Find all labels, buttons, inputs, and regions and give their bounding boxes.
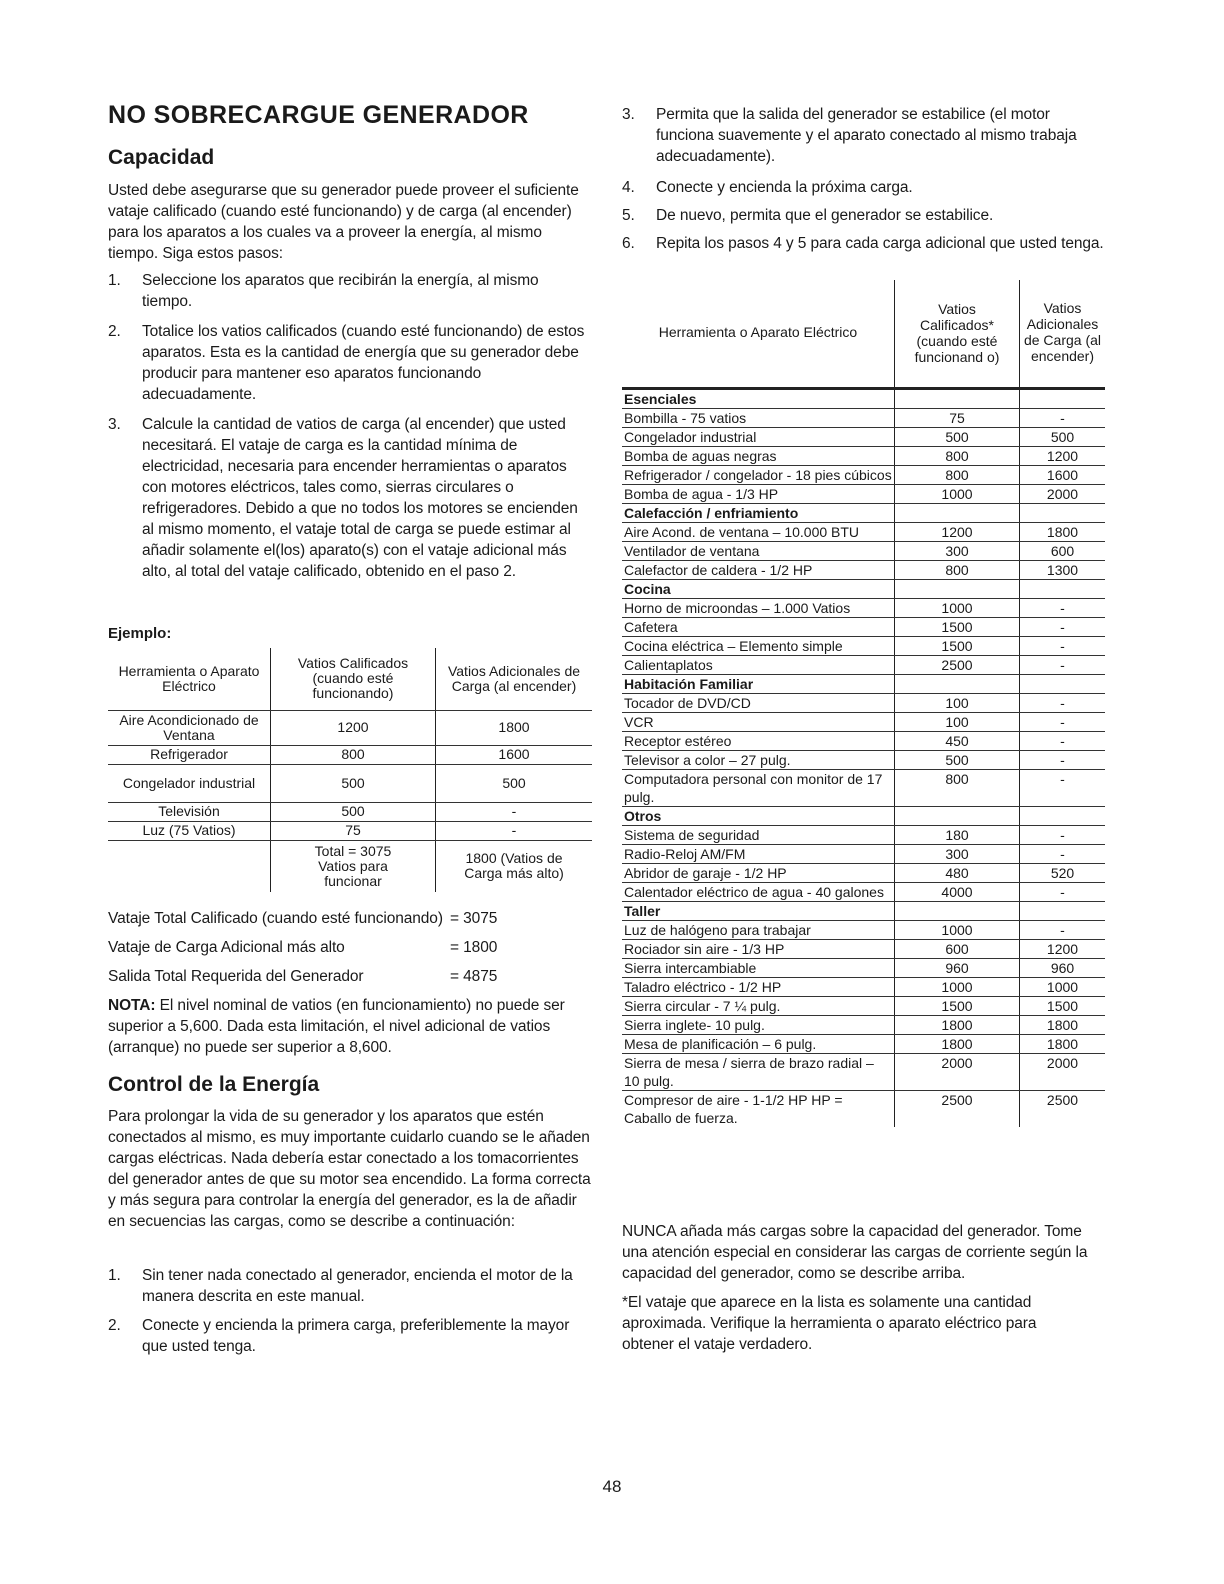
category-row <box>622 806 1105 825</box>
wattage-header-tool: Herramienta o Aparato Eléctrico <box>622 280 895 388</box>
running-watts: 180 <box>895 825 1020 844</box>
appliance-name: Calentador eléctrico de agua - 40 galones <box>622 882 895 901</box>
control-step-2 <box>108 1315 592 1357</box>
starting-watts <box>1020 806 1106 825</box>
example-cell: 1800 <box>436 710 593 745</box>
starting-watts: 1200 <box>1020 446 1106 465</box>
table-row <box>622 712 1105 731</box>
appliance-name: Cocina eléctrica – Elemento simple <box>622 636 895 655</box>
step-text: Calcule la cantidad de vatios de carga (al encender) que usted necesitará. El vataje de carga es la cantidad mínima de electricidad, necesaria para encender herramientas o aparatos con motores eléctricos, tales como, sierras circulares o refrigeradores. Debido a que no todos los motores se encienden al mismo momento, el vataje total de carga se puede estimar al añadir solamente el(los) aparato(s) con el vataje adicional más alto, al total del vataje calificado, obtenido en el paso 2. <box>142 416 578 580</box>
starting-watts: - <box>1020 920 1106 939</box>
running-watts: 1500 <box>895 636 1020 655</box>
example-header-tool: Herramienta o Aparato Eléctrico <box>108 648 271 710</box>
page-title: NO SOBRECARGUE GENERADOR <box>108 101 529 129</box>
starting-watts: - <box>1020 844 1106 863</box>
table-row <box>622 560 1105 579</box>
table-row <box>622 465 1105 484</box>
step-text: Repita los pasos 4 y 5 para cada carga adicional que usted tenga. <box>656 235 1104 252</box>
starting-watts: 600 <box>1020 541 1106 560</box>
table-row <box>622 882 1105 901</box>
control-step-5 <box>622 205 1104 226</box>
table-row <box>622 1053 1105 1090</box>
starting-watts: - <box>1020 712 1106 731</box>
example-cell: 800 <box>271 745 436 764</box>
running-watts: 500 <box>895 750 1020 769</box>
appliance-name: Sierra circular - 7 ¼ pulg. <box>622 996 895 1015</box>
appliance-name: Mesa de planificación – 6 pulg. <box>622 1034 895 1053</box>
table-row <box>622 693 1105 712</box>
running-watts: 1500 <box>895 617 1020 636</box>
table-row <box>622 731 1105 750</box>
appliance-name: Calefactor de caldera - 1/2 HP <box>622 560 895 579</box>
step-number: 4. <box>622 179 635 196</box>
example-cell: 75 <box>271 821 436 840</box>
step-text: Permita que la salida del generador se estabilice (el motor funciona suavemente y el aparato conectado al mismo trabaja adecuadamente). <box>656 106 1077 165</box>
table-row <box>622 617 1105 636</box>
category-label: Calefacción / enfriamiento <box>622 503 895 522</box>
wattage-header-starting: Vatios Adicionales de Carga (al encender) <box>1020 280 1106 388</box>
running-watts: 300 <box>895 541 1020 560</box>
starting-watts <box>1020 579 1106 598</box>
starting-watts: - <box>1020 750 1106 769</box>
running-watts: 300 <box>895 844 1020 863</box>
table-row <box>622 408 1105 427</box>
appliance-name: Computadora personal con monitor de 17 pulg. <box>622 769 895 806</box>
capacidad-step-3 <box>108 414 592 582</box>
step-number: 3. <box>108 416 121 433</box>
table-row <box>622 1034 1105 1053</box>
category-label: Esenciales <box>622 388 895 408</box>
total-row <box>108 908 518 937</box>
appliance-name: Rociador sin aire - 1/3 HP <box>622 939 895 958</box>
step-text: Seleccione los aparatos que recibirán la energía, al mismo tiempo. <box>142 272 539 310</box>
starting-watts: 520 <box>1020 863 1106 882</box>
capacidad-intro: Usted debe asegurarse que su generador puede proveer el suficiente vataje calificado (cuando esté funcionando) y de carga (al encender) para los aparatos a los cuales va a proveer la energía, al mismo tiempo. Siga estos pasos: <box>108 182 579 262</box>
example-cell: 1200 <box>271 710 436 745</box>
running-watts: 1000 <box>895 598 1020 617</box>
control-step-4 <box>622 177 1104 198</box>
starting-watts: 2500 <box>1046 1091 1079 1108</box>
control-heading: Control de la Energía <box>108 1073 320 1096</box>
total-value: = 4875 <box>450 968 498 985</box>
running-watts: 2500 <box>895 655 1020 674</box>
table-row <box>622 825 1105 844</box>
appliance-name: Sierra de mesa / sierra de brazo radial – 10 pulg. <box>622 1053 895 1090</box>
starting-watts: - <box>1020 636 1106 655</box>
running-watts <box>895 674 1020 693</box>
starting-watts <box>1020 901 1106 920</box>
running-watts: 800 <box>895 446 1020 465</box>
running-watts: 480 <box>895 863 1020 882</box>
step-number: 3. <box>622 106 635 123</box>
appliance-name: Abridor de garaje - 1/2 HP <box>622 863 895 882</box>
appliance-name: Ventilador de ventana <box>622 541 895 560</box>
table-row <box>622 655 1105 674</box>
control-intro: Para prolongar la vida de su generador y los aparatos que estén conectados al mismo, es muy importante cuidarlo cuando se le añaden cargas eléctricas. Nada debería estar conectado a los tomacorrientes del generador antes de que su motor sea encendido. La forma correcta y más segura para controlar la energía del generador, es la de añadir en secuencias las cargas, como se describe a continuación: <box>108 1108 591 1230</box>
step-number: 1. <box>108 272 121 289</box>
running-watts: 1000 <box>895 484 1020 503</box>
example-header-starting: Vatios Adicionales de Carga (al encender) <box>436 648 593 710</box>
appliance-name: Bomba de aguas negras <box>622 446 895 465</box>
running-watts: 1800 <box>895 1034 1020 1053</box>
starting-watts: 1300 <box>1020 560 1106 579</box>
total-label: Vataje de Carga Adicional más alto <box>108 939 345 956</box>
running-watts: 450 <box>895 731 1020 750</box>
wattage-header-running: Vatios Calificados* (cuando esté funcionand o) <box>895 280 1020 388</box>
example-cell: 500 <box>271 764 436 802</box>
starting-watts: 500 <box>1020 427 1106 446</box>
starting-watts: - <box>1020 769 1106 806</box>
category-row <box>622 503 1105 522</box>
appliance-name: Bomba de agua - 1/3 HP <box>622 484 895 503</box>
running-watts: 2000 <box>895 1053 1020 1090</box>
step-number: 6. <box>622 235 635 252</box>
step-number: 2. <box>108 323 121 340</box>
appliance-name: Horno de microondas – 1.000 Vatios <box>622 598 895 617</box>
running-watts: 2500 <box>895 1090 1020 1127</box>
category-label: Taller <box>622 901 895 920</box>
table-row <box>622 769 1105 806</box>
starting-watts: - <box>1020 882 1106 901</box>
running-watts <box>895 503 1020 522</box>
starting-watts: 960 <box>1020 958 1106 977</box>
appliance-name: Radio-Reloj AM/FM <box>622 844 895 863</box>
starting-watts: 1200 <box>1020 939 1106 958</box>
starting-watts: 1800 <box>1020 522 1106 541</box>
running-watts <box>895 388 1020 408</box>
appliance-name: Refrigerador / congelador - 18 pies cúbicos <box>622 465 895 484</box>
total-row <box>108 966 518 995</box>
running-watts: 1800 <box>895 1015 1020 1034</box>
appliance-name: Cafetera <box>622 617 895 636</box>
control-step-1 <box>108 1265 592 1307</box>
example-cell: - <box>436 802 593 821</box>
category-row <box>622 579 1105 598</box>
wattage-table-body <box>622 280 1105 1127</box>
starting-watts <box>1020 503 1106 522</box>
running-watts <box>895 806 1020 825</box>
capacidad-heading: Capacidad <box>108 146 215 169</box>
category-row <box>622 388 1105 408</box>
control-step-3 <box>622 104 1104 167</box>
total-label: Vataje Total Calificado (cuando esté funcionando) <box>108 910 443 927</box>
appliance-name: Sistema de seguridad <box>622 825 895 844</box>
wattage-table <box>622 280 1105 1127</box>
category-label: Otros <box>622 806 895 825</box>
capacidad-step-2 <box>108 321 592 405</box>
example-header-running: Vatios Calificados (cuando esté funcionando) <box>271 648 436 710</box>
starting-watts <box>1020 388 1106 408</box>
example-total-starting: 1800 (Vatios de Carga más alto) <box>464 850 564 882</box>
example-cell: - <box>436 821 593 840</box>
example-cell: 500 <box>271 802 436 821</box>
appliance-name: Taladro eléctrico - 1/2 HP <box>622 977 895 996</box>
total-value: = 1800 <box>450 939 498 956</box>
table-row <box>622 446 1105 465</box>
starting-watts: 1000 <box>1020 977 1106 996</box>
starting-watts: - <box>1020 408 1106 427</box>
example-cell: Congelador industrial <box>108 764 271 802</box>
running-watts: 1500 <box>895 996 1020 1015</box>
starting-watts: - <box>1020 598 1106 617</box>
step-text: Sin tener nada conectado al generador, encienda el motor de la manera descrita en este manual. <box>142 1267 573 1305</box>
table-row <box>622 844 1105 863</box>
example-table <box>108 648 592 892</box>
table-row <box>622 541 1105 560</box>
example-cell: 500 <box>436 764 593 802</box>
appliance-name: Calientaplatos <box>622 655 895 674</box>
nota-label: NOTA: <box>108 997 156 1014</box>
starting-watts: - <box>1020 655 1106 674</box>
example-cell: Aire Acondicionado de Ventana <box>108 710 271 745</box>
starting-watts: 1500 <box>1020 996 1106 1015</box>
table-row <box>622 484 1105 503</box>
starting-watts: 2000 <box>1020 1053 1106 1090</box>
appliance-name: Televisor a color – 27 pulg. <box>622 750 895 769</box>
starting-watts: 2000 <box>1020 484 1106 503</box>
table-row <box>622 863 1105 882</box>
control-step-6 <box>622 233 1104 254</box>
category-label: Habitación Familiar <box>622 674 895 693</box>
running-watts: 1200 <box>895 522 1020 541</box>
example-cell: Televisión <box>108 802 271 821</box>
running-watts: 4000 <box>895 882 1020 901</box>
running-watts <box>895 579 1020 598</box>
table-row <box>622 920 1105 939</box>
category-row <box>622 901 1105 920</box>
example-cell: Luz (75 Vatios) <box>108 821 271 840</box>
example-total-running: Total = 3075 Vatios para funcionar <box>271 840 436 892</box>
step-text: Conecte y encienda la primera carga, preferiblemente la mayor que usted tenga. <box>142 1317 570 1355</box>
page-number: 48 <box>602 1477 622 1496</box>
table-row <box>622 750 1105 769</box>
running-watts: 500 <box>895 427 1020 446</box>
table-row <box>622 598 1105 617</box>
total-row <box>108 937 518 966</box>
starting-watts: 1800 <box>1020 1015 1106 1034</box>
table-row <box>622 522 1105 541</box>
totals-block <box>108 908 518 995</box>
running-watts: 100 <box>895 712 1020 731</box>
appliance-name: Aire Acond. de ventana – 10.000 BTU <box>622 522 895 541</box>
table-row <box>622 427 1105 446</box>
starting-watts: - <box>1020 693 1106 712</box>
category-label: Cocina <box>622 579 895 598</box>
footnote: *El vataje que aparece en la lista es solamente una cantidad aproximada. Verifique la herramienta o aparato eléctrico para obtener el vataje verdadero. <box>622 1294 1037 1353</box>
appliance-name: VCR <box>622 712 895 731</box>
starting-watts: 1600 <box>1020 465 1106 484</box>
category-row <box>622 674 1105 693</box>
table-row <box>622 1015 1105 1034</box>
starting-watts: - <box>1020 617 1106 636</box>
running-watts <box>895 901 1020 920</box>
appliance-name: Sierra inglete- 10 pulg. <box>622 1015 895 1034</box>
appliance-name: Compresor de aire - 1-1/2 HP HP = Caballo de fuerza. <box>622 1090 895 1127</box>
running-watts: 1000 <box>895 920 1020 939</box>
table-row <box>622 1090 1105 1127</box>
running-watts: 800 <box>895 769 1020 806</box>
table-row <box>622 636 1105 655</box>
appliance-name: Receptor estéreo <box>622 731 895 750</box>
running-watts: 960 <box>895 958 1020 977</box>
ejemplo-heading: Ejemplo: <box>108 625 172 642</box>
running-watts: 75 <box>895 408 1020 427</box>
nunca-paragraph: NUNCA añada más cargas sobre la capacidad del generador. Tome una atención especial en considerar las cargas de corriente según la capacidad del generador, como se describe arriba. <box>622 1223 1088 1282</box>
appliance-name: Luz de halógeno para trabajar <box>622 920 895 939</box>
appliance-name: Sierra intercambiable <box>622 958 895 977</box>
appliance-name: Tocador de DVD/CD <box>622 693 895 712</box>
step-text: Totalice los vatios calificados (cuando esté funcionando) de estos aparatos. Esta es la cantidad de energía que su generador debe producir para mantener eso aparatos funcionando adecuadamente. <box>142 323 585 403</box>
appliance-name: Bombilla - 75 vatios <box>622 408 895 427</box>
appliance-name: Congelador industrial <box>622 427 895 446</box>
running-watts: 800 <box>895 465 1020 484</box>
step-text: De nuevo, permita que el generador se estabilice. <box>656 207 994 224</box>
step-number: 1. <box>108 1267 121 1284</box>
starting-watts: 1800 <box>1020 1034 1106 1053</box>
starting-watts <box>1020 674 1106 693</box>
total-label: Salida Total Requerida del Generador <box>108 968 364 985</box>
total-value: = 3075 <box>450 910 498 927</box>
example-cell: Refrigerador <box>108 745 271 764</box>
table-row <box>622 977 1105 996</box>
running-watts: 600 <box>895 939 1020 958</box>
example-cell: 1600 <box>436 745 593 764</box>
step-number: 5. <box>622 207 635 224</box>
step-text: Conecte y encienda la próxima carga. <box>656 179 913 196</box>
capacidad-step-1 <box>108 270 592 312</box>
table-row <box>622 939 1105 958</box>
nota-paragraph <box>108 995 592 1058</box>
running-watts: 100 <box>895 693 1020 712</box>
starting-watts: - <box>1020 825 1106 844</box>
step-number: 2. <box>108 1317 121 1334</box>
starting-watts: - <box>1020 731 1106 750</box>
table-row <box>622 958 1105 977</box>
nota-text: El nivel nominal de vatios (en funcionamiento) no puede ser superior a 5,600. Dada esta limitación, el nivel adicional de vatios (arranque) no puede ser superior a 8,600. <box>108 997 565 1056</box>
table-row <box>622 996 1105 1015</box>
running-watts: 800 <box>895 560 1020 579</box>
running-watts: 1000 <box>895 977 1020 996</box>
